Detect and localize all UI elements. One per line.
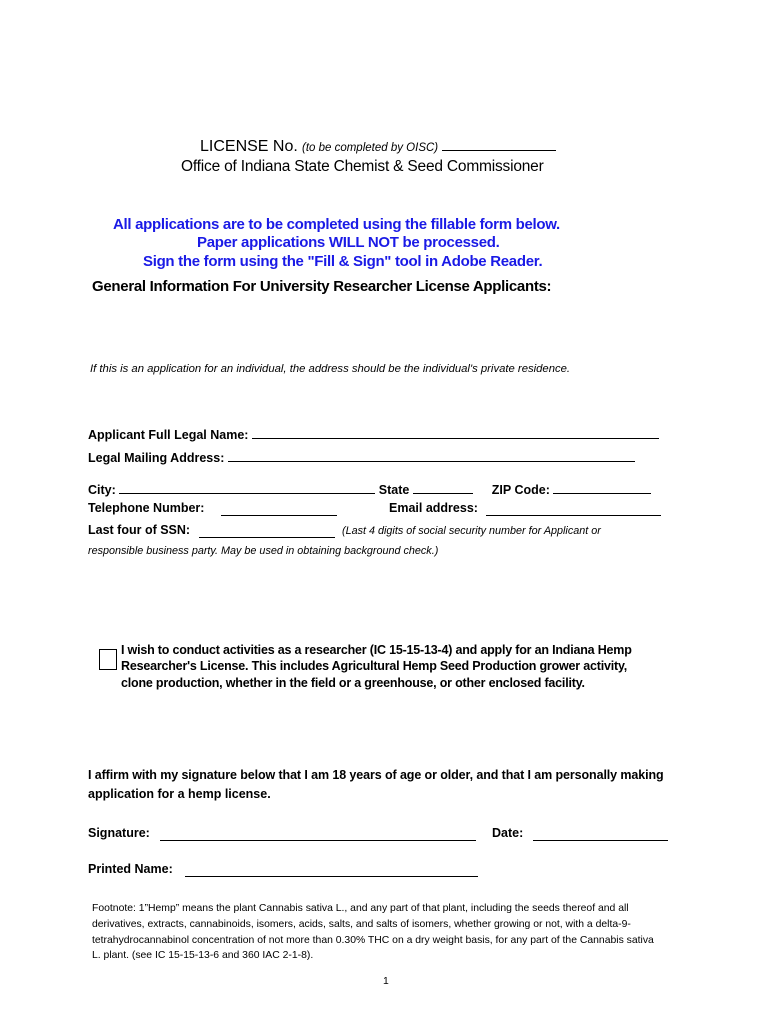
- zip-field[interactable]: [553, 480, 651, 494]
- state-label: State: [378, 483, 410, 497]
- date-label: Date:: [492, 826, 524, 840]
- license-note: (to be completed by OISC): [301, 142, 439, 154]
- mailing-field[interactable]: [228, 448, 635, 462]
- city-row: [88, 480, 651, 497]
- researcher-line-3: clone production, whether in the field or a greenhouse, or other enclosed facility.: [121, 676, 585, 690]
- city-label: City:: [88, 483, 116, 497]
- footnote-line-2: derivatives, extracts, cannabinoids, isomers, acids, salts, and salts of isomers, whether growing or not, with a delta-9-: [92, 919, 631, 930]
- telephone-field[interactable]: [221, 502, 337, 516]
- ssn-note: (Last 4 digits of social security number for Applicant or: [342, 525, 601, 537]
- footnote-line-1: Footnote: 1”Hemp” means the plant Cannabis sativa L., and any part of that plant, including the seeds thereof and all: [92, 903, 629, 914]
- license-label: LICENSE No.: [200, 138, 298, 155]
- license-number-line: [200, 137, 556, 156]
- office-title: Office of Indiana State Chemist & Seed Commissioner: [181, 158, 544, 175]
- signature-label: Signature:: [88, 826, 150, 840]
- mailing-label: Legal Mailing Address:: [88, 451, 225, 465]
- footnote-line-3: tetrahydrocannabinol concentration of not more than 0.30% THC on a dry weight basis, for any part of the Cannabis sativa: [92, 935, 654, 946]
- page-number: 1: [383, 976, 389, 987]
- notice-line-1: All applications are to be completed using the fillable form below.: [113, 216, 560, 233]
- mailing-row: [88, 448, 635, 465]
- researcher-line-1: I wish to conduct activities as a researcher (IC 15-15-13-4) and apply for an Indiana Hemp: [121, 643, 632, 657]
- full-name-row: [88, 425, 659, 442]
- email-field[interactable]: [486, 502, 661, 516]
- researcher-checkbox[interactable]: [99, 649, 117, 670]
- full-name-label: Applicant Full Legal Name:: [88, 428, 249, 442]
- notice-line-3: Sign the form using the "Fill & Sign" tool in Adobe Reader.: [143, 253, 543, 270]
- zip-label: ZIP Code:: [491, 483, 550, 497]
- ssn-field[interactable]: [199, 524, 335, 538]
- printed-name-label: Printed Name:: [88, 862, 173, 876]
- affirm-line-2: application for a hemp license.: [88, 787, 271, 801]
- researcher-line-2: Researcher's License. This includes Agricultural Hemp Seed Production grower activity,: [121, 659, 628, 673]
- ssn-label: Last four of SSN:: [88, 523, 191, 537]
- license-number-field[interactable]: [442, 137, 556, 151]
- affirm-line-1: I affirm with my signature below that I am 18 years of age or older, and that I am personally making: [88, 768, 664, 782]
- ssn-note-continued: responsible business party. May be used in obtaining background check.): [88, 545, 439, 557]
- date-field[interactable]: [533, 827, 668, 841]
- notice-line-2: Paper applications WILL NOT be processed.: [197, 234, 500, 251]
- address-note: If this is an application for an individual, the address should be the individual's private residence.: [90, 363, 571, 375]
- signature-field[interactable]: [160, 827, 476, 841]
- telephone-label: Telephone Number:: [88, 501, 205, 515]
- general-info-heading: General Information For University Researcher License Applicants:: [92, 278, 552, 295]
- city-field[interactable]: [119, 480, 375, 494]
- state-field[interactable]: [413, 480, 473, 494]
- printed-name-field[interactable]: [185, 863, 478, 877]
- email-label: Email address:: [389, 501, 478, 515]
- footnote-line-4: L. plant. (see IC 15-15-13-6 and 360 IAC 2-1-8).: [92, 950, 314, 961]
- full-name-field[interactable]: [252, 425, 659, 439]
